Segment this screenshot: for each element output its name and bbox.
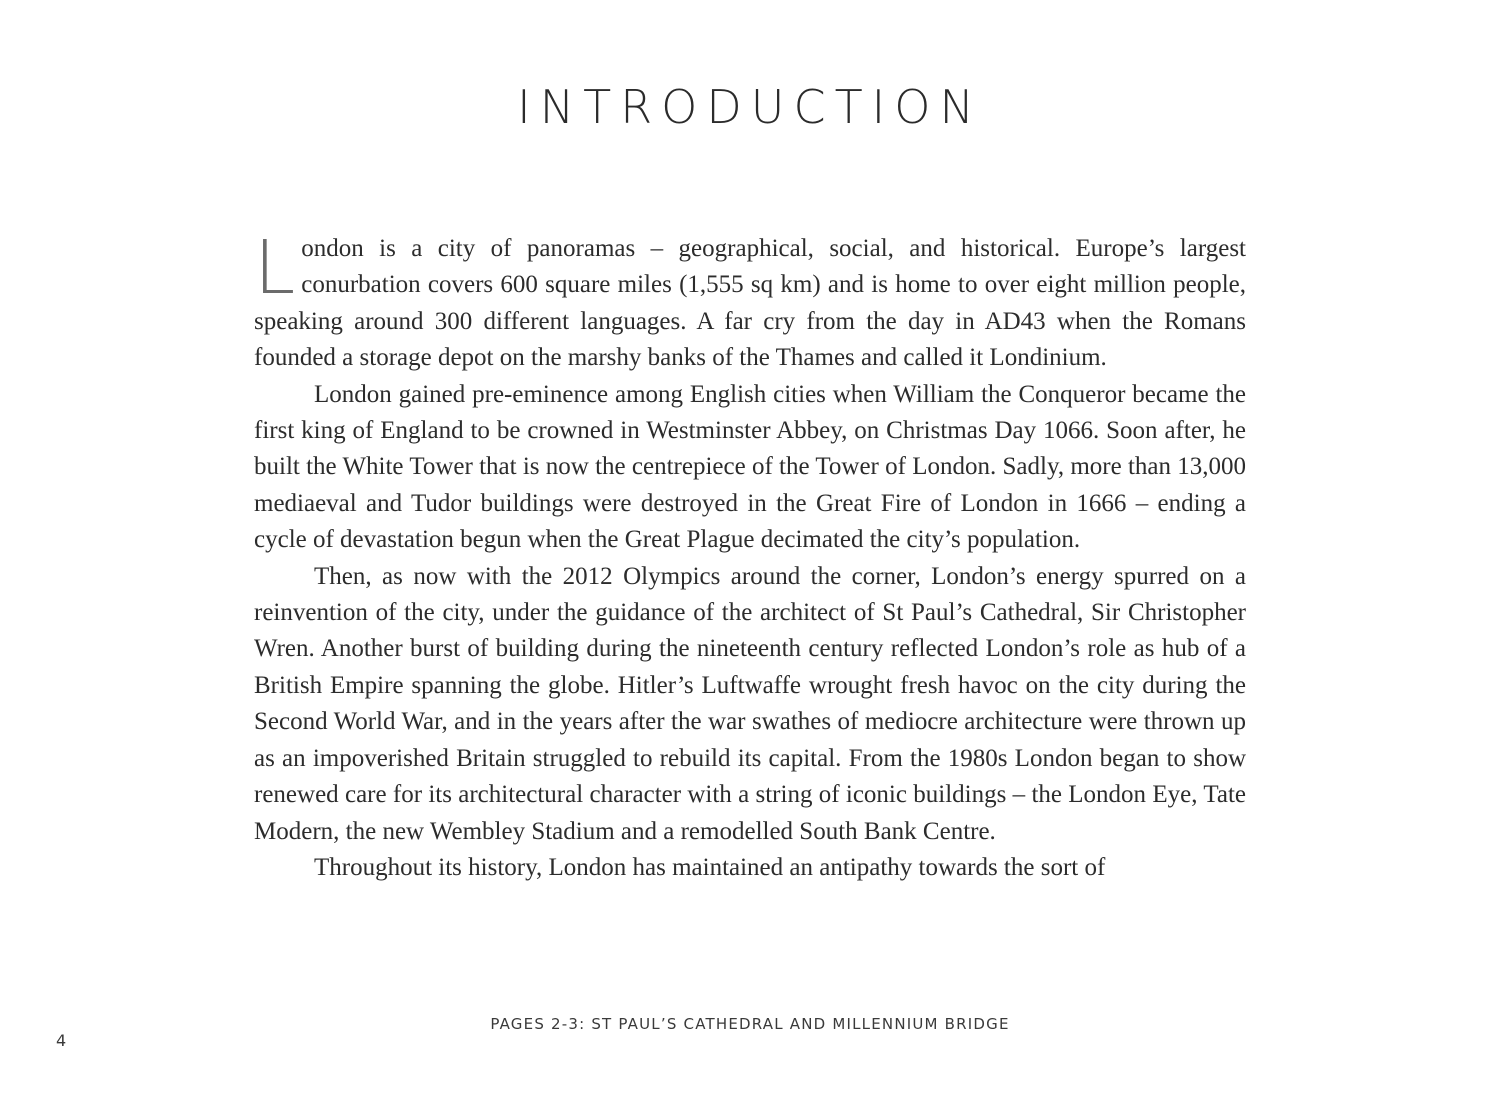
paragraph-3: Then, as now with the 2012 Olympics around the corner, London’s energy spurred on a reinvention of the city, under the guidance of the architect of St Paul’s Cathedral, Sir Christopher Wren. Another burst of building during the nineteenth century reflected London’s role as hub of a British Empire spanning the globe. Hitler’s Luftwaffe wrought fresh havoc on the city during the Second World War, and in the years after the war swathes of mediocre architecture were thrown up as an impoverished Britain struggled to rebuild its capital. From the 1980s London began to show renewed care for its architectural character with a string of iconic buildings – the London Eye, Tate Modern, the new Wembley Stadium and a remodelled South Bank Centre. — [254, 562, 1246, 845]
paragraph-1-text: ondon is a city of panoramas – geographical, social, and historical. Europe’s largest conurbation covers 600 square miles (1,555 sq km) and is home to over eight million people, speaking around 300 different languages. A far cry from the day in AD43 when the Romans founded a storage depot on the marshy banks of the Thames and called it Londinium. — [254, 235, 1246, 372]
paragraph-2: London gained pre-eminence among English cities when William the Conqueror became the first king of England to be crowned in Westminster Abbey, on Christmas Day 1066. Soon after, he built the White Tower that is now the centrepiece of the Tower of London. Sadly, more than 13,000 mediaeval and Tudor buildings were destroyed in the Great Fire of London in 1666 – ending a cycle of devastation begun when the Great Plague decimated the city’s population. — [254, 380, 1246, 554]
drop-cap: L — [254, 225, 296, 311]
page-title: INTRODUCTION — [517, 80, 983, 134]
photo-caption: PAGES 2-3: ST PAUL’S CATHEDRAL AND MILLENNIUM BRIDGE — [490, 1015, 1010, 1033]
page-number: 4 — [56, 1031, 67, 1050]
paragraph-1 — [254, 225, 1246, 377]
paragraph-4: Throughout its history, London has maintained an antipathy towards the sort of — [314, 853, 1106, 881]
body-text — [254, 225, 1246, 886]
